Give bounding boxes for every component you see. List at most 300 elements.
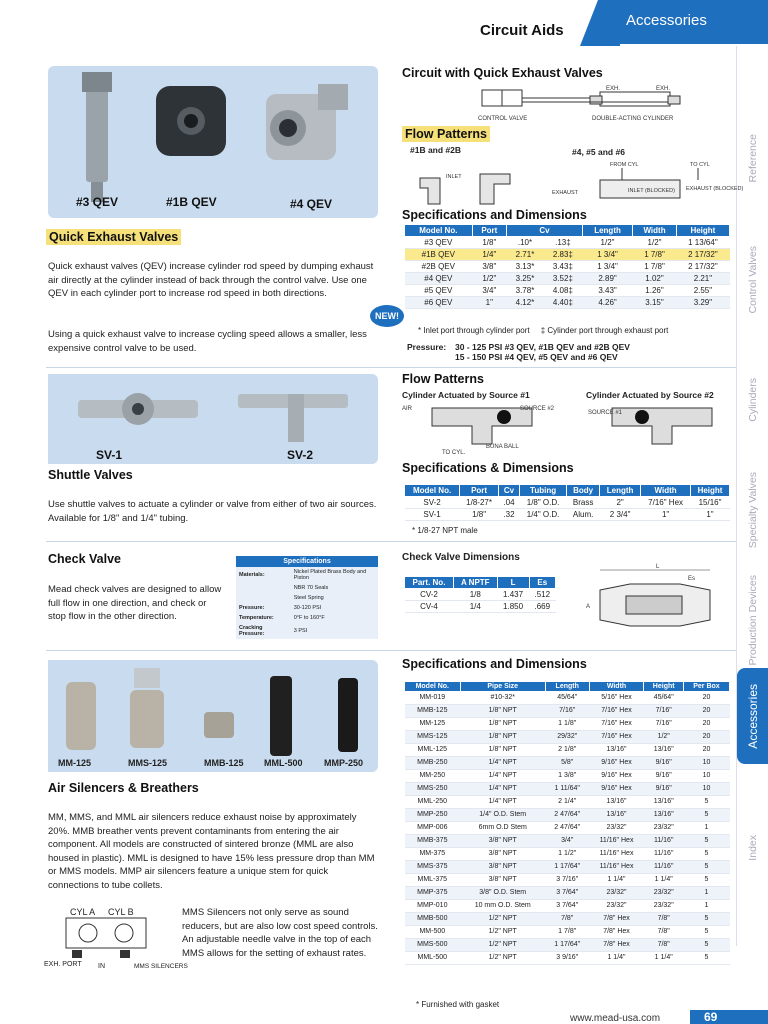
- dim-a-label: A: [586, 604, 591, 610]
- table-row: [405, 285, 730, 297]
- table-cell: 45/64": [545, 692, 589, 705]
- table-cell: .10*: [507, 237, 544, 249]
- table-cell: 1.26": [633, 285, 677, 297]
- mms-circuit-diagram: [44, 904, 188, 976]
- table-cell: 23/32": [589, 900, 644, 913]
- shuttle-caption-sv1: SV-1: [96, 448, 123, 462]
- table-cell: Alum.: [567, 509, 600, 521]
- table-row: [405, 705, 730, 718]
- tab-index[interactable]: Index: [746, 835, 759, 861]
- table-row: [405, 497, 730, 509]
- table-cell: 9/16": [644, 757, 684, 770]
- table-cell: MMS-500: [405, 939, 461, 952]
- shuttle-flow-diagrams: [402, 400, 732, 458]
- table-cell: 7/8": [644, 939, 684, 952]
- qev-flow-title: Flow Patterns: [402, 127, 490, 141]
- page-number: 69: [690, 1010, 768, 1024]
- new-badge: NEW!: [370, 305, 404, 327]
- table-cell: 3 9/16": [545, 952, 589, 965]
- table-cell: 1/8": [460, 509, 499, 521]
- table-cell: 1 1/4": [589, 952, 644, 965]
- table-cell: MML-125: [405, 744, 461, 757]
- table-cell: 1/2" NPT: [460, 926, 545, 939]
- table-cell: 7/16": [545, 705, 589, 718]
- table-header-cell: Tubing: [520, 485, 567, 497]
- banner-wedge: [560, 0, 620, 46]
- table-cell: Nickel Plated Brass Body and Piston: [293, 569, 367, 581]
- tab-specialty-valves[interactable]: Specialty Valves: [746, 471, 759, 549]
- table-row: [405, 913, 730, 926]
- shuttle-note: * 1/8-27 NPT male: [412, 526, 478, 535]
- table-cell: [236, 583, 378, 593]
- table-cell: SV-1: [405, 509, 460, 521]
- check-description: Mead check valves are designed to allow full flow in one direction, and check or stop flow in the other direction.: [48, 584, 222, 622]
- table-cell: 3/8" NPT: [460, 861, 545, 874]
- flow-caption-4-5-6: #4, #5 and #6: [572, 147, 625, 157]
- table-cell: 1/2": [644, 731, 684, 744]
- table-row: [405, 952, 730, 965]
- table-header-cell: Width: [641, 485, 691, 497]
- table-cell: 1 7/8": [545, 926, 589, 939]
- col-length: Length: [582, 225, 632, 237]
- table-cell: #1B QEV: [405, 249, 473, 261]
- table-cell: 20: [683, 744, 729, 757]
- table-cell: 7/16" Hex: [589, 718, 644, 731]
- table-cell: [236, 623, 378, 639]
- table-cell: 11/16": [644, 861, 684, 874]
- silencer-caption-mm125: MM-125: [58, 758, 92, 768]
- check-dim-title: Check Valve Dimensions: [402, 552, 520, 563]
- table-cell: 13/16": [644, 796, 684, 809]
- flow-caption-1b-2b: #1B and #2B: [410, 145, 462, 155]
- silencer-description: MM, MMS, and MML air silencers reduce exhaust noise by approximately 20%. MMB breather vents prevent contaminants from entering the air component. All models are constructed of sintered bronze (MML are also housed in plastic). MML is designed to have 15% less pressure drop than MM or MMS models. MMP air silencers feature a unique stem for quick connections to tube collets.: [48, 812, 375, 891]
- table-row: [405, 249, 730, 261]
- table-cell: 1 1/8": [545, 718, 589, 731]
- flow-exhaust: EXHAUST: [552, 190, 578, 196]
- table-cell: Pressure:: [239, 605, 265, 611]
- table-cell: 13/16": [644, 809, 684, 822]
- table-cell: 7/16" Hex: [641, 497, 691, 509]
- table-cell: MMP-010: [405, 900, 461, 913]
- table-cell: CV-4: [405, 601, 454, 613]
- table-row: [405, 861, 730, 874]
- table-cell: 1.437: [497, 589, 529, 601]
- page-title: Circuit Aids: [480, 22, 564, 39]
- col-model: Model No.: [405, 225, 473, 237]
- table-cell: 7/8" Hex: [589, 926, 644, 939]
- silencer-caption-mmb125: MMB-125: [204, 758, 244, 768]
- table-cell: 1/2": [633, 237, 677, 249]
- table-cell: MMP-375: [405, 887, 461, 900]
- table-cell: [405, 237, 730, 309]
- table-cell: 3.43": [582, 285, 632, 297]
- silencer-table-body: [405, 692, 730, 965]
- table-cell: #3 QEV: [405, 237, 473, 249]
- table-cell: 15/16": [691, 497, 730, 509]
- table-cell: 7/8" Hex: [589, 939, 644, 952]
- table-cell: #4 QEV: [405, 273, 473, 285]
- table-cell: 5: [683, 861, 729, 874]
- table-cell: 5: [683, 913, 729, 926]
- table-cell: MML-250: [405, 796, 461, 809]
- table-cell: 10: [683, 757, 729, 770]
- table-header-cell: Port: [460, 485, 499, 497]
- in-label: IN: [98, 963, 105, 970]
- flow-from-cyl: FROM CYL: [610, 162, 639, 168]
- table-cell: 3/8" O.D. Stem: [460, 887, 545, 900]
- table-cell: MMP-250: [405, 809, 461, 822]
- table-row: [405, 809, 730, 822]
- table-cell: 1": [641, 509, 691, 521]
- dim-es-label: Es: [688, 576, 696, 582]
- table-header-cell: Es: [529, 577, 555, 589]
- flow-to-cyl: TO CYL: [690, 162, 710, 168]
- qev-spec-table: [404, 224, 730, 309]
- table-cell: 3.15": [633, 297, 677, 309]
- table-cell: 1/4" O.D.: [520, 509, 567, 521]
- table-cell: MML-375: [405, 874, 461, 887]
- table-cell: 13/16": [589, 744, 644, 757]
- footer-url[interactable]: www.mead-usa.com: [570, 1013, 661, 1024]
- table-cell: [236, 583, 291, 593]
- table-row: [405, 273, 730, 285]
- flow-exhaust-blocked: EXHAUST (BLOCKED): [686, 186, 744, 192]
- shuttle-description: Use shuttle valves to actuate a cylinder or valve from either of two air sources. Available for 1/8" and 1/4" tubing.: [48, 499, 377, 524]
- qev-title: Quick Exhaust Valves: [46, 230, 181, 244]
- table-cell: .04: [498, 497, 519, 509]
- cyl-b-label: CYL B: [108, 907, 134, 917]
- table-cell: [405, 577, 556, 589]
- table-cell: 7/8": [545, 913, 589, 926]
- silencer-illustration: [48, 660, 378, 772]
- table-cell: 2": [600, 497, 641, 509]
- table-header-cell: Length: [600, 485, 641, 497]
- table-row: [405, 887, 730, 900]
- table-cell: 1/2" NPT: [460, 952, 545, 965]
- table-cell: 1/8-27*: [460, 497, 499, 509]
- table-row: [405, 692, 730, 705]
- shuttle-flow-title: Flow Patterns: [402, 372, 484, 386]
- exh-port-label: EXH. PORT: [44, 961, 82, 968]
- table-cell: 20: [683, 731, 729, 744]
- qev-caption-4: #4 QEV: [290, 197, 333, 211]
- table-cell: 2 1/4": [545, 796, 589, 809]
- tab-production-devices[interactable]: Production Devices: [746, 574, 759, 666]
- circuit-title: Circuit with Quick Exhaust Valves: [402, 66, 603, 80]
- check-spec-header: Specifications: [236, 556, 378, 567]
- table-cell: 11/16" Hex: [589, 861, 644, 874]
- table-cell: Steel Spring: [293, 595, 324, 601]
- table-row: [405, 874, 730, 887]
- table-cell: 1/4: [453, 601, 497, 613]
- table-cell: 1/8" NPT: [460, 744, 545, 757]
- table-cell: #10-32*: [460, 692, 545, 705]
- table-cell: 3.25*: [507, 273, 544, 285]
- table-cell: 23/32": [589, 822, 644, 835]
- table-cell: MMS-125: [405, 731, 461, 744]
- col-height: Height: [676, 225, 729, 237]
- table-cell: 11/16": [644, 835, 684, 848]
- table-cell: 1/8" O.D.: [520, 497, 567, 509]
- table-cell: 11/16": [644, 848, 684, 861]
- table-cell: 30-120 PSI: [293, 605, 322, 611]
- source-1-label: SOURCE #1: [588, 410, 623, 416]
- table-cell: 11/16" Hex: [589, 835, 644, 848]
- table-cell: 2.89": [582, 273, 632, 285]
- table-cell: 23/32": [644, 887, 684, 900]
- silencer-description-2: MMS Silencers not only serve as sound reducers, but are also low cost speed controls. An adjustable needle valve in the top of each MMS allows for the setting of exhaust rates.: [182, 907, 378, 959]
- table-cell: [236, 567, 378, 583]
- source-2-label: SOURCE #2: [520, 406, 555, 412]
- qev-caption-1b: #1B QEV: [166, 195, 217, 209]
- table-row: [405, 900, 730, 913]
- table-cell: [405, 589, 556, 613]
- qev-description-2: Using a quick exhaust valve to increase cycling speed allows a smaller, less expensive control valve to be used.: [48, 329, 367, 354]
- table-cell: 5: [683, 796, 729, 809]
- table-row: [405, 848, 730, 861]
- table-cell: [405, 497, 730, 521]
- table-row: [405, 822, 730, 835]
- table-cell: 1 3/4": [582, 249, 632, 261]
- shuttle-flow-caption-2: Cylinder Actuated by Source #2: [586, 390, 714, 400]
- table-cell: 5: [683, 926, 729, 939]
- table-cell: 3.78*: [507, 285, 544, 297]
- table-cell: 1/4" NPT: [460, 757, 545, 770]
- table-cell: 29/32": [545, 731, 589, 744]
- table-cell: 1.02": [633, 273, 677, 285]
- table-header-cell: L: [497, 577, 529, 589]
- table-cell: MMB-125: [405, 705, 461, 718]
- table-cell: 4.40‡: [543, 297, 582, 309]
- table-cell: 4.08‡: [543, 285, 582, 297]
- check-title: Check Valve: [48, 552, 121, 566]
- table-cell: 3/8" NPT: [460, 848, 545, 861]
- table-cell: MM-375: [405, 848, 461, 861]
- table-cell: 3 7/16": [545, 874, 589, 887]
- silencer-spec-title: Specifications and Dimensions: [402, 657, 587, 671]
- table-cell: NBR 70 Seals: [293, 585, 329, 591]
- table-row: [405, 601, 556, 613]
- table-cell: MMS-250: [405, 783, 461, 796]
- table-cell: 2 17/32": [676, 261, 729, 273]
- table-cell: 3/8" NPT: [460, 874, 545, 887]
- table-cell: [236, 593, 378, 603]
- table-cell: 1/8" NPT: [460, 718, 545, 731]
- table-header-cell: Width: [589, 682, 644, 692]
- table-cell: 1/4" NPT: [460, 770, 545, 783]
- table-cell: 9/16" Hex: [589, 783, 644, 796]
- check-spec-list: [236, 567, 378, 639]
- table-cell: 1 3/8": [545, 770, 589, 783]
- table-cell: 2 47/64": [545, 809, 589, 822]
- section-divider: [46, 541, 736, 542]
- table-cell: 20: [683, 692, 729, 705]
- to-cyl-label: TO CYL.: [442, 450, 466, 456]
- table-header-cell: A NPTF: [453, 577, 497, 589]
- flow-inlet-blocked: INLET (BLOCKED): [628, 188, 675, 194]
- silencer-spec-table: [404, 681, 730, 965]
- shuttle-spec-table: [404, 484, 730, 521]
- table-cell: 1 1/4": [644, 952, 684, 965]
- table-cell: 2.71*: [507, 249, 544, 261]
- table-cell: 2 17/32": [676, 249, 729, 261]
- silencer-caption-mmp250: MMP-250: [324, 758, 364, 768]
- table-cell: 0°F to 160°F: [293, 615, 325, 621]
- table-row: [405, 237, 730, 249]
- pressure-label: Pressure:: [407, 342, 447, 352]
- qev-description: Quick exhaust valves (QEV) increase cylinder rod speed by dumping exhaust air directly at the cylinder instead of back through the control valve. Use one QEV in each cylinder port to increase rod speed in both directions.: [48, 261, 374, 299]
- table-cell: 7/16" Hex: [589, 705, 644, 718]
- table-cell: 11/16" Hex: [589, 848, 644, 861]
- table-cell: 7/8": [644, 913, 684, 926]
- table-cell: 3.29": [676, 297, 729, 309]
- table-cell: 1/8" NPT: [460, 731, 545, 744]
- table-cell: [236, 593, 291, 603]
- table-cell: 13/16": [589, 796, 644, 809]
- tab-cylinders[interactable]: Cylinders: [746, 378, 759, 422]
- table-cell: 1: [683, 822, 729, 835]
- table-cell: 7/16" Hex: [589, 731, 644, 744]
- table-cell: 3/8" NPT: [460, 835, 545, 848]
- table-cell: MMB-500: [405, 913, 461, 926]
- cyl-a-label: CYL A: [70, 907, 96, 917]
- table-cell: .32: [498, 509, 519, 521]
- pressure-line-2: 15 - 150 PSI #4 QEV, #5 QEV and #6 QEV: [455, 352, 618, 362]
- silencer-caption-mms125: MMS-125: [128, 758, 168, 768]
- tab-accessories[interactable]: Accessories: [737, 668, 768, 764]
- table-cell: 5: [683, 939, 729, 952]
- table-cell: [236, 567, 378, 639]
- table-cell: 1 1/4": [589, 874, 644, 887]
- table-cell: 3/4": [472, 285, 506, 297]
- table-cell: 20: [683, 705, 729, 718]
- table-cell: 1/2" NPT: [460, 939, 545, 952]
- qev-spec-title: Specifications and Dimensions: [402, 208, 587, 222]
- circuit-diagram: [470, 84, 690, 126]
- table-row: [405, 770, 730, 783]
- table-cell: 3/8": [472, 261, 506, 273]
- control-valve-label: CONTROL VALVE: [478, 116, 528, 122]
- table-cell: 5: [683, 835, 729, 848]
- table-cell: 1: [683, 900, 729, 913]
- table-cell: Cracking Pressure:: [239, 625, 265, 637]
- table-cell: .512: [529, 589, 555, 601]
- table-cell: 2.55": [676, 285, 729, 297]
- table-cell: 7/16": [644, 718, 684, 731]
- table-cell: 5/8": [545, 757, 589, 770]
- table-row: [405, 926, 730, 939]
- table-cell: 1/2": [582, 237, 632, 249]
- table-cell: 23/32": [589, 887, 644, 900]
- table-cell: 1/4" NPT: [460, 783, 545, 796]
- table-row: [405, 796, 730, 809]
- table-cell: 10 mm O.D. Stem: [460, 900, 545, 913]
- qev-note: * Inlet port through cylinder port ‡ Cylinder port through exhaust port: [418, 326, 669, 335]
- table-cell: MMS-375: [405, 861, 461, 874]
- table-header-cell: Height: [691, 485, 730, 497]
- table-cell: [405, 577, 556, 589]
- table-cell: Materials:: [239, 572, 265, 578]
- exh-label-1: EXH.: [606, 86, 621, 92]
- table-row: [405, 783, 730, 796]
- table-cell: 13/16": [644, 744, 684, 757]
- table-cell: 1 17/64": [545, 939, 589, 952]
- table-cell: 3.43‡: [543, 261, 582, 273]
- table-cell: 1/4" NPT: [460, 796, 545, 809]
- air-label: AIR: [402, 406, 413, 412]
- table-cell: 4.12*: [507, 297, 544, 309]
- silencer-product-photo: [48, 660, 378, 772]
- table-header-cell: Model No.: [405, 485, 460, 497]
- table-cell: 3 PSI: [293, 628, 308, 634]
- silencer-caption-mml500: MML-500: [264, 758, 303, 768]
- tab-control-valves[interactable]: Control Valves: [746, 246, 759, 314]
- table-cell: #6 QEV: [405, 297, 473, 309]
- table-cell: 1 1/2": [545, 848, 589, 861]
- table-cell: 1": [691, 509, 730, 521]
- table-cell: 1": [472, 297, 506, 309]
- table-cell: #5 QEV: [405, 285, 473, 297]
- table-cell: [405, 485, 730, 497]
- table-header-cell: Cv: [498, 485, 519, 497]
- table-cell: 4.26": [582, 297, 632, 309]
- table-cell: MM-019: [405, 692, 461, 705]
- section-divider: [46, 650, 736, 651]
- table-cell: 1/4" O.D. Stem: [460, 809, 545, 822]
- table-cell: 5/16" Hex: [589, 692, 644, 705]
- table-cell: [236, 603, 378, 613]
- shuttle-caption-sv2: SV-2: [287, 448, 314, 462]
- table-cell: MM-250: [405, 770, 461, 783]
- table-cell: 3 7/64": [545, 887, 589, 900]
- table-cell: Brass: [567, 497, 600, 509]
- table-row: [405, 939, 730, 952]
- col-cv: Cv: [507, 225, 583, 237]
- table-cell: 1: [683, 887, 729, 900]
- table-cell: 20: [683, 718, 729, 731]
- table-cell: 2 3/4": [600, 509, 641, 521]
- table-cell: 9/16" Hex: [589, 757, 644, 770]
- table-cell: MMB-375: [405, 835, 461, 848]
- table-header-cell: Pipe Size: [460, 682, 545, 692]
- table-row: [405, 297, 730, 309]
- table-cell: 1 1/4": [644, 874, 684, 887]
- table-row: [405, 731, 730, 744]
- pressure-line-1: 30 - 125 PSI #3 QEV, #1B QEV and #2B QEV: [455, 342, 630, 352]
- col-width: Width: [633, 225, 677, 237]
- table-cell: #2B QEV: [405, 261, 473, 273]
- silencer-note: * Furnished with gasket: [416, 1000, 500, 1009]
- table-cell: 1.850: [497, 601, 529, 613]
- table-cell: Temperature:: [239, 615, 274, 621]
- table-cell: SV-2: [405, 497, 460, 509]
- table-cell: 3.52‡: [543, 273, 582, 285]
- table-cell: 9/16" Hex: [589, 770, 644, 783]
- table-cell: 23/32": [644, 900, 684, 913]
- tab-reference[interactable]: Reference: [746, 133, 759, 183]
- table-cell: 7/8" Hex: [589, 913, 644, 926]
- table-cell: MM-125: [405, 718, 461, 731]
- table-cell: 5: [683, 809, 729, 822]
- table-cell: CV-2: [405, 589, 454, 601]
- table-cell: 1/4": [472, 249, 506, 261]
- table-cell: 1/2" NPT: [460, 913, 545, 926]
- table-cell: MM-500: [405, 926, 461, 939]
- col-port: Port: [472, 225, 506, 237]
- table-cell: 2.21": [676, 273, 729, 285]
- table-cell: 23/32": [644, 822, 684, 835]
- table-row: [405, 757, 730, 770]
